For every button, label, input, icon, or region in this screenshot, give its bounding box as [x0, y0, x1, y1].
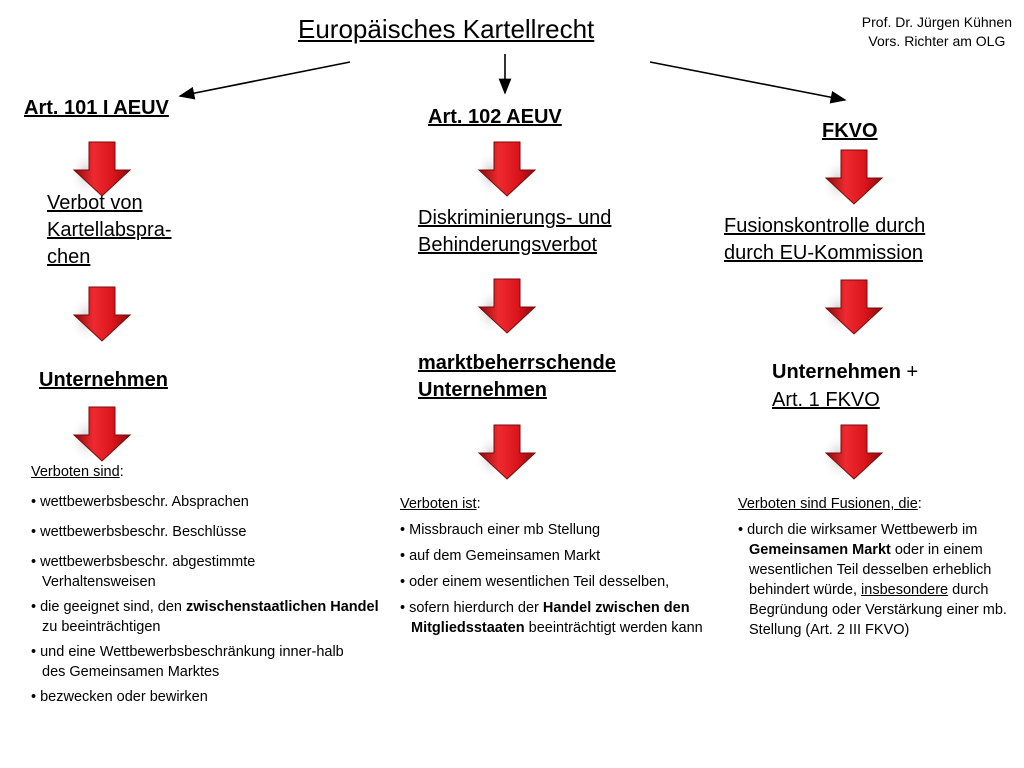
prohibition-art101: Verbot von Kartellabspra- chen	[47, 192, 172, 268]
heading-art101: Art. 101 I AEUV	[24, 97, 169, 119]
author-position: Vors. Richter am OLG	[868, 33, 1006, 49]
list-item: • sofern hierdurch der Handel zwischen den Mitgliedsstaaten beeinträchtigt werden kann	[400, 598, 720, 638]
subject-art101: Unternehmen	[39, 369, 168, 391]
list-item: • wettbewerbsbeschr. Beschlüsse	[31, 522, 381, 542]
down-arrow-icon	[475, 140, 539, 200]
list-lead: Verboten sind Fusionen, die	[738, 496, 918, 512]
list-fkvo: Verboten sind Fusionen, die: • durch die wirksamer Wettbewerb im Gemeinsamen Markt oder in einem wesentlichen Teil desselben erheblich behindert würde, insbesondere durch Begründung oder Verstärkung einer mb. Stellung (Art. 2 III FKVO)	[738, 494, 1018, 640]
list-item: • durch die wirksamer Wettbewerb im Gemeinsamen Markt oder in einem wesentlichen Teil desselben erheblich behindert würde, insbesondere durch Begründung oder Verstärkung einer mb. Stellung (Art. 2 III FKVO)	[738, 520, 1018, 640]
page-title: Europäisches Kartellrecht	[298, 14, 595, 44]
prohibition-fkvo: Fusionskontrolle durch durch EU-Kommission	[724, 215, 926, 264]
arrow-to-art101	[180, 62, 350, 96]
subject-fkvo: Unternehmen + Art. 1 FKVO	[772, 361, 919, 411]
list-item: • bezwecken oder bewirken	[31, 687, 381, 707]
heading-art102: Art. 102 AEUV	[428, 106, 562, 128]
author-name: Prof. Dr. Jürgen Kühnen	[861, 14, 1012, 30]
list-item: • Missbrauch einer mb Stellung	[400, 520, 720, 540]
list-item: • wettbewerbsbeschr. Absprachen	[31, 492, 381, 512]
down-arrow-icon	[822, 423, 886, 483]
list-item: • wettbewerbsbeschr. abgestimmte Verhaltensweisen	[31, 552, 381, 592]
down-arrow-icon	[475, 423, 539, 483]
author-info	[862, 13, 1012, 51]
down-arrow-icon	[822, 148, 886, 208]
list-item: • auf dem Gemeinsamen Markt	[400, 546, 720, 566]
down-arrow-icon	[70, 405, 134, 465]
list-art101: Verboten sind: • wettbewerbsbeschr. Absprachen • wettbewerbsbeschr. Beschlüsse • wettbewerbsbeschr. abgestimmte Verhaltensweisen • die geeignet sind, den zwischenstaatlichen Handel zu beeinträchtigen • und eine Wettbewerbsbeschränkung inner-halb des Gemeinsamen Marktes • bezwecken oder bewirken	[31, 462, 381, 707]
down-arrow-icon	[822, 278, 886, 338]
list-item: • und eine Wettbewerbsbeschränkung inner-halb des Gemeinsamen Marktes	[31, 642, 381, 682]
prohibition-art102: Diskriminierungs- und Behinderungsverbot	[418, 207, 612, 256]
list-lead: Verboten ist	[400, 496, 477, 512]
list-item: • oder einem wesentlichen Teil desselben,	[400, 572, 720, 592]
subject-art102: marktbeherrschende Unternehmen	[418, 352, 616, 401]
arrow-to-fkvo	[650, 62, 845, 100]
list-item: • die geeignet sind, den zwischenstaatlichen Handel zu beeinträchtigen	[31, 597, 381, 637]
list-lead: Verboten sind	[31, 464, 120, 480]
list-art102: Verboten ist: • Missbrauch einer mb Stellung • auf dem Gemeinsamen Markt • oder einem wesentlichen Teil desselben, • sofern hierdurch der Handel zwischen den Mitgliedsstaaten beeinträchtigt werden kann	[400, 494, 720, 638]
down-arrow-icon	[70, 285, 134, 345]
down-arrow-icon	[475, 277, 539, 337]
heading-fkvo: FKVO	[822, 120, 878, 142]
